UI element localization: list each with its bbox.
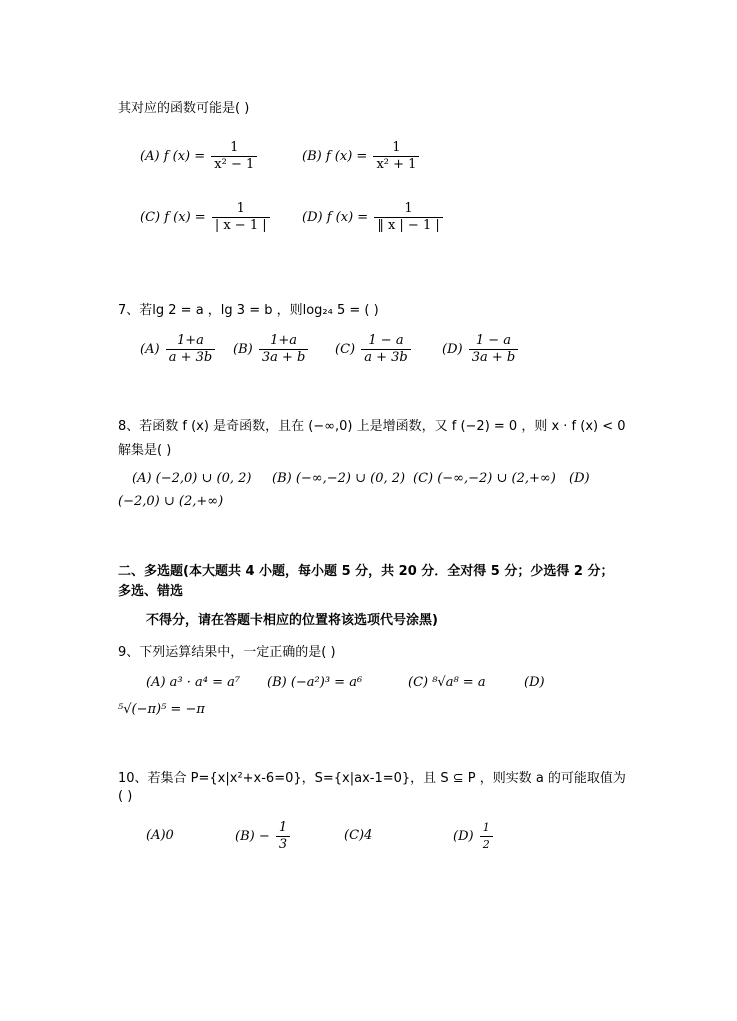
- question-10-option-c: (C)4: [344, 828, 373, 843]
- section-heading-cont: 多选、错选: [118, 584, 184, 599]
- fraction-denominator: a + 3b: [166, 349, 216, 366]
- question-8-stem-cont: 解集是( ): [118, 443, 172, 458]
- fraction-numerator: 1: [392, 140, 401, 155]
- question-9-stem: 9、下列运算结果中，一定正确的是( ): [118, 645, 336, 660]
- question-9-option-a: (A) a³ · a⁴ = a⁷: [146, 675, 241, 690]
- question-7-option-d: [442, 333, 520, 366]
- question-9-option-d-value: ⁵√(−π)⁵ = −π: [118, 702, 205, 717]
- fraction-numerator: 1: [236, 201, 245, 216]
- question-stem-prev: 其对应的函数可能是( ): [118, 101, 250, 116]
- fraction-numerator: 1 − a: [368, 333, 404, 348]
- option-label: (D): [453, 829, 474, 844]
- question-8-option-d: (D): [569, 471, 590, 486]
- fraction-numerator: 1: [404, 201, 413, 216]
- question-10-option-b: [235, 820, 292, 853]
- fraction-denominator: 2: [480, 836, 493, 853]
- fraction-numerator: 1+a: [270, 333, 298, 348]
- question-8-stem: 8、若函数 f (x) 是奇函数，且在 (−∞,0) 上是增函数，又 f (−2) = 0 ，则 x · f (x) < 0: [118, 419, 626, 434]
- option-a-prev: [140, 140, 259, 173]
- fraction-numerator: 1: [482, 821, 490, 834]
- fraction-denominator: 3a + b: [469, 349, 519, 366]
- option-fraction: [373, 140, 419, 173]
- question-8-option-a: (A) (−2,0) ∪ (0, 2): [132, 471, 252, 486]
- option-fraction: [469, 333, 519, 366]
- option-label: (C): [335, 342, 356, 357]
- option-lhs: f (x) =: [163, 149, 206, 164]
- question-10-stem-cont: ( ): [118, 789, 133, 804]
- fraction-denominator: x² + 1: [373, 156, 419, 173]
- fraction-numerator: 1 − a: [475, 333, 512, 348]
- fraction-denominator: 3a + b: [259, 349, 309, 366]
- fraction-denominator: | x − 1 |: [212, 217, 270, 234]
- fraction-denominator: 3: [276, 836, 290, 853]
- option-label: (D): [302, 210, 323, 225]
- fraction-numerator: 1: [230, 140, 239, 155]
- question-8-option-c: (C) (−∞,−2) ∪ (2,+∞): [413, 471, 556, 486]
- option-label: (C): [140, 210, 161, 225]
- fraction-denominator: x² − 1: [211, 156, 257, 173]
- question-7-stem: 7、若lg 2 = a ，lg 3 = b ，则log₂₄ 5 = ( ): [118, 303, 379, 318]
- option-lhs: f (x) =: [164, 210, 206, 225]
- option-fraction: [361, 333, 411, 366]
- option-c-prev: [140, 201, 272, 234]
- question-7-option-b: [233, 333, 310, 366]
- option-label: (A): [140, 342, 160, 357]
- question-8-option-b: (B) (−∞,−2) ∪ (0, 2): [272, 471, 406, 486]
- fraction-numerator: 1: [278, 820, 288, 835]
- option-b-prev: [302, 140, 421, 173]
- fraction-denominator: a + 3b: [361, 349, 411, 366]
- section-heading-instructions: 不得分，请在答题卡相应的位置将该选项代号涂黑): [146, 613, 438, 628]
- option-label: (D): [442, 342, 463, 357]
- option-label: (B): [233, 342, 253, 357]
- question-7-option-c: [335, 333, 413, 366]
- option-lhs: f (x) =: [326, 210, 369, 225]
- section-heading: 二、多选题(本大题共 4 小题，每小题 5 分，共 20 分．全对得 5 分；少选得 2 分；: [118, 564, 614, 579]
- question-7-option-a: [140, 333, 217, 366]
- option-fraction: [211, 140, 257, 173]
- option-fraction: [374, 201, 442, 234]
- option-fraction: [276, 820, 290, 853]
- question-9-option-b: (B) (−a²)³ = a⁶: [267, 675, 363, 690]
- question-8-option-d-value: (−2,0) ∪ (2,+∞): [118, 494, 224, 509]
- option-label: (B): [302, 149, 322, 164]
- option-fraction: [166, 333, 216, 366]
- option-fraction: [212, 201, 270, 234]
- option-label: (A): [140, 149, 160, 164]
- question-9-option-c: (C) ⁸√a⁸ = a: [408, 675, 486, 690]
- option-d-prev: [302, 201, 445, 234]
- option-fraction: [480, 820, 493, 853]
- question-10-option-d: [453, 820, 495, 853]
- option-label: (B) −: [235, 829, 270, 844]
- option-lhs: f (x) =: [325, 149, 368, 164]
- fraction-denominator: ‖ x | − 1 |: [374, 217, 442, 234]
- fraction-numerator: 1+a: [176, 333, 204, 348]
- question-9-option-d: (D): [524, 675, 545, 690]
- question-10-stem: 10、若集合 P={x|x²+x-6=0}，S={x|ax-1=0}，且 S ⊆ P ，则实数 a 的可能取值为: [118, 771, 626, 786]
- option-fraction: [259, 333, 309, 366]
- question-10-option-a: (A)0: [146, 828, 174, 843]
